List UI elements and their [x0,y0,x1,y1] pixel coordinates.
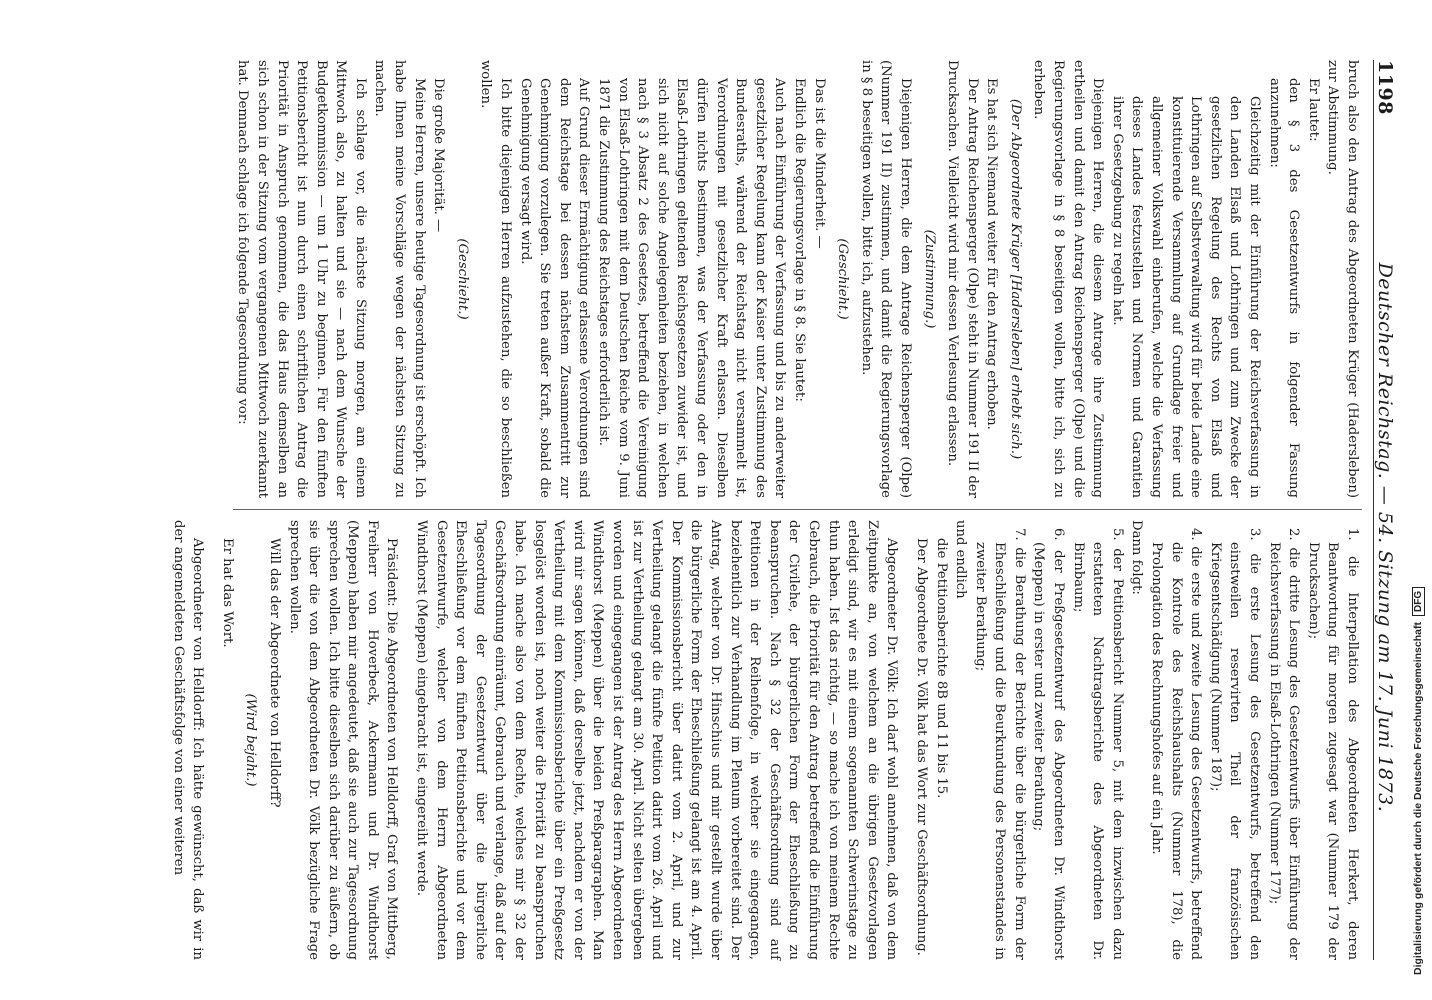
paragraph: die Petitionsberichte 8B und 11 bis 15. [933,538,949,799]
paragraph: Will das der Abgeordnete von Helldorff? [266,538,282,808]
paragraph: Abgeordneter Dr. Völk: Ich darf wohl annehmen, daß von dem Zeitpunkte an, von welchem an die übrigen Gesetzvorlagen erledigt sind, wir es mit einem sogenannten Schwerinstage zu thun haben. Ist das richtig, — so mache ich von meinem Rechte Gebrauch, die Priorität für den Antrag betreffend die Einführung der Civilehe, der bürgerlichen Form der Eheschließung zu beanspruchen. Nach § 32 der Geschäftsordnung sind auf Petitionen in der Reihenfolge, in welcher sie eingegangen, beziehentlich zur Verhandlung im Plenum vorbereitet sind. Der Antrag, welcher von Dr. Hinschius und mir gestellt wurde über die bürgerliche Form der Eheschließung gelangt ist am 4. April. Der Kommissionsbericht über datirt vom 2. April, und zur Vertheilung gelangt die fünfte Petition datirt vom 26. April und ist zur Vertheilung gelangt am 30. April. Nicht selten übergeben worden und eingegangen ist der Antrag des Herrn Abgeordneten Windthorst (Meppen) über die beiden Preßparagraphen. Man wird mir sagen können, daß derselbe jetzt, nachdem er von der Vertheilung mit dem Kommissionsberichte über ein Preßgesetz losgelöst worden ist, noch weiter die Priorität zu beanspruchen habe. Ich mache also von dem Rechte, welches mir § 32 der Geschäftsordnung einräumt, Gebrauch und verlange, daß auf der Tagesordnung der Gesetzentwurf über die bürgerliche Eheschließung vor dem fünften Petitionsberichte und vor dem Gesetzentwurfe, welcher von dem Herrn Abgeordneten Windthorst (Meppen) eingebracht ist, eingereiht werde. [414,520,900,960]
paragraph: Die große Majorität. — [431,78,447,233]
paragraph: Diejenigen Herren, die dem Antrage Reichensperger (Olpe) (Nummer 191 II) zustimmen, und damit die Regierungsvorlage in § 8 beseitigen wollen, bitte ich, aufzustehen. [858,60,913,498]
paragraph: 4. die erste und zweite Lesung des Gesetzentwurfs, betreffend die Kontrole des Reichshaushalts (Nummer 178), die Prolongation des Rechnungshofes auf ein Jahr. [1149,528,1204,960]
paragraph: bruch also den Antrag des Abgeordneten Krüger (Hadersleben) zur Abstimmung. [1325,60,1360,498]
paragraph: 7. die Berathung der Berichte über die bürgerliche Form der Eheschließung und die Beurkundung des Personenstandes in zweiter Berathung; [972,528,1027,960]
right-column [168,520,1362,960]
paragraph: (Zustimmung.) [921,229,937,329]
paragraph: Er hat das Wort. [219,538,235,648]
paragraph: 6. der Preßgesetzentwurf des Abgeordneten Dr. Windthorst (Meppen) in erster und zweiter Berathung; [1031,528,1067,960]
paragraph: den § 3 des Gesetzentwurfs in folgender Fassung anzunehmen: [1266,78,1302,498]
paragraph: 1. die Interpellation des Abgeordneten Herkert, deren Beantwortung für morgen zugesagt war (Nummer 179 der Drucksachen); [1305,528,1360,960]
paragraph: und endlich [953,520,969,599]
paragraph: Es hat sich Niemand weiter für den Antrag erhoben. [984,78,1000,430]
left-column [233,60,1362,498]
page-number: 1198 [1374,60,1396,115]
paragraph: Dann folgt: [1129,520,1145,595]
paragraph: Präsident: Die Abgeordneten von Helldorff, Graf von Mittberg, Freiherr von Hoverbeck, Ackermann und Dr. Windthorst (Meppen) haben mir angedeutet, daß sie auch zur Tagesordnung sprechen wollen. Ich bitte dieselben sich darüber zu äußern, ob sie über die von dem Abgeordneten Dr. Völk bezügliche Frage sprechen wollen. [286,520,400,960]
paragraph-gap [402,520,412,960]
page-header [1373,60,1404,960]
paragraph: Gleichzeitig mit der Einführung der Reichsverfassung in den Landen Elsaß und Lothringen und zum Zwecke der gesetzlichen Regelung des Rechts von Elsaß und Lothringen auf Selbstverwaltung wird für beide Lande eine konstituierende Versammlung auf Grundlage freier und allgemeiner Volkswahl einberufen, welche die Verfassung dieses Landes festzustellen und Normen und Garantien ihrer Gesetzgebung zu regeln hat. [1109,96,1263,498]
credit-text: Digitalisierung gefördert durch die Deutsche Forschungsgemeinschaft [1412,622,1424,975]
paragraph: (Geschieht.) [835,238,851,320]
paragraph: Ich schlage vor, die nächste Sitzung morgen, am einem Mittwoch also, zu halten und sie — nach dem Wunsche der Budgetkommission — um 1 Uhr zu beginnen. Für den fünften Petitionsbericht ist nun durch einen schriftlichen Antrag die Priorität in Anspruch genommen, die das Haus demselben an sich schon in der Sitzung vom vergangenen Mittwoch zuerkannt hat. Demnach schlage ich folgende Tagesordnung vor: [235,60,368,498]
paragraph-gap [901,520,911,960]
paragraph: (Geschieht.) [454,238,470,320]
paragraph: Das ist die Minderheit. — [811,78,827,249]
paragraph: Meine Herren, unsere heutige Tagesordnung ist erschöpft. Ich habe Ihnen meine Vorschläge wegen der nächsten Sitzung zu machen. [372,60,427,498]
paragraph: Endlich die Regierungsvorlage in § 8. Sie lautet: [791,78,807,402]
running-title: Deutscher Reichstag. — 54. Sitzung am 17. Juni 1873. [1374,262,1396,813]
paragraph: 5. der Petitionsbericht Nummer 5, mit dem inzwischen dazu erstatteten Nachtragsberichte des Abgeordneten Dr. Birnbaum; [1070,528,1125,960]
dfg-logo: DFG [1412,587,1425,616]
digitization-credit [1408,15,1428,975]
paragraph: Er lautet: [1305,78,1321,142]
paragraph: Auf Grund dieser Ermächtigung erlassene Verordnungen sind dem Reichstage bei dessen nächstem Zusammentritt zur Genehmigung vorzulegen. Sie treten außer Kraft, sobald die Genehmigung versagt wird. [517,78,592,498]
paragraph-gap [207,520,217,960]
paragraph: (Wird bejaht.) [243,693,259,787]
paragraph: 3. die erste Lesung des Gesetzentwurfs, betreffend den einstweilen reservirten Theil der französischen Kriegsentschädigung (Nummer 187); [1207,528,1263,960]
paragraph: Der Abgeordnete Dr. Völk hat das Wort zur Geschäftsordnung. [913,538,929,956]
paragraph: Abgeordneter von Helldorff: Ich hätte gewünscht, daß wir in der angemeldeten Geschäftsfolge von einer weiteren [170,520,206,960]
paragraph: Ich bitte diejenigen Herren aufzustehen, die so beschließen wollen. [478,60,514,498]
paragraph: Der Antrag Reichensperger (Olpe) steht in Nummer 191 II der Drucksachen. Vielleicht wird mir dessen Verlesung erlassen. [945,60,980,498]
digitization-credit-strip [1404,0,1432,1000]
paragraph: Diejenigen Herren, die diesem Antrage ihre Zustimmung ertheilen und damit den Antrag Reichensperger (Olpe) und die Regierungsvorlage in § 8 beseitigen wollen, bitte ich, sich zu erheben. [1031,60,1106,498]
paragraph: Auch nach Einführung der Verfassung und bis zu anderweiter gesetzlicher Regelung kann der Kaiser unter Zustimmung des Bundesraths, während der Reichstag nicht versammelt ist, Verordnungen mit gesetzlicher Kraft erlassen. Dieselben dürfen nichts bestimmen, was der Verfassung oder den in Elsaß-Lothringen geltenden Reichsgesetzen zuwider ist, und sich nicht auf solche Angelegenheiten beziehen, in welchen nach § 3 Absatz 2 des Gesetzes, betreffend die Vereinigung von Elsaß-Lothringen mit dem Deutschen Reiche vom 9. Juni 1871 die Zustimmung des Reichstages erforderlich ist. [596,78,788,498]
paragraph: 2. die dritte Lesung des Gesetzentwurfs über Einführung der Reichsverfassung in Elsaß-Lothringen (Nummer 177); [1266,528,1302,960]
paragraph: (Der Abgeordnete Krüger [Hadersleben] erhebt sich.) [1007,98,1023,460]
